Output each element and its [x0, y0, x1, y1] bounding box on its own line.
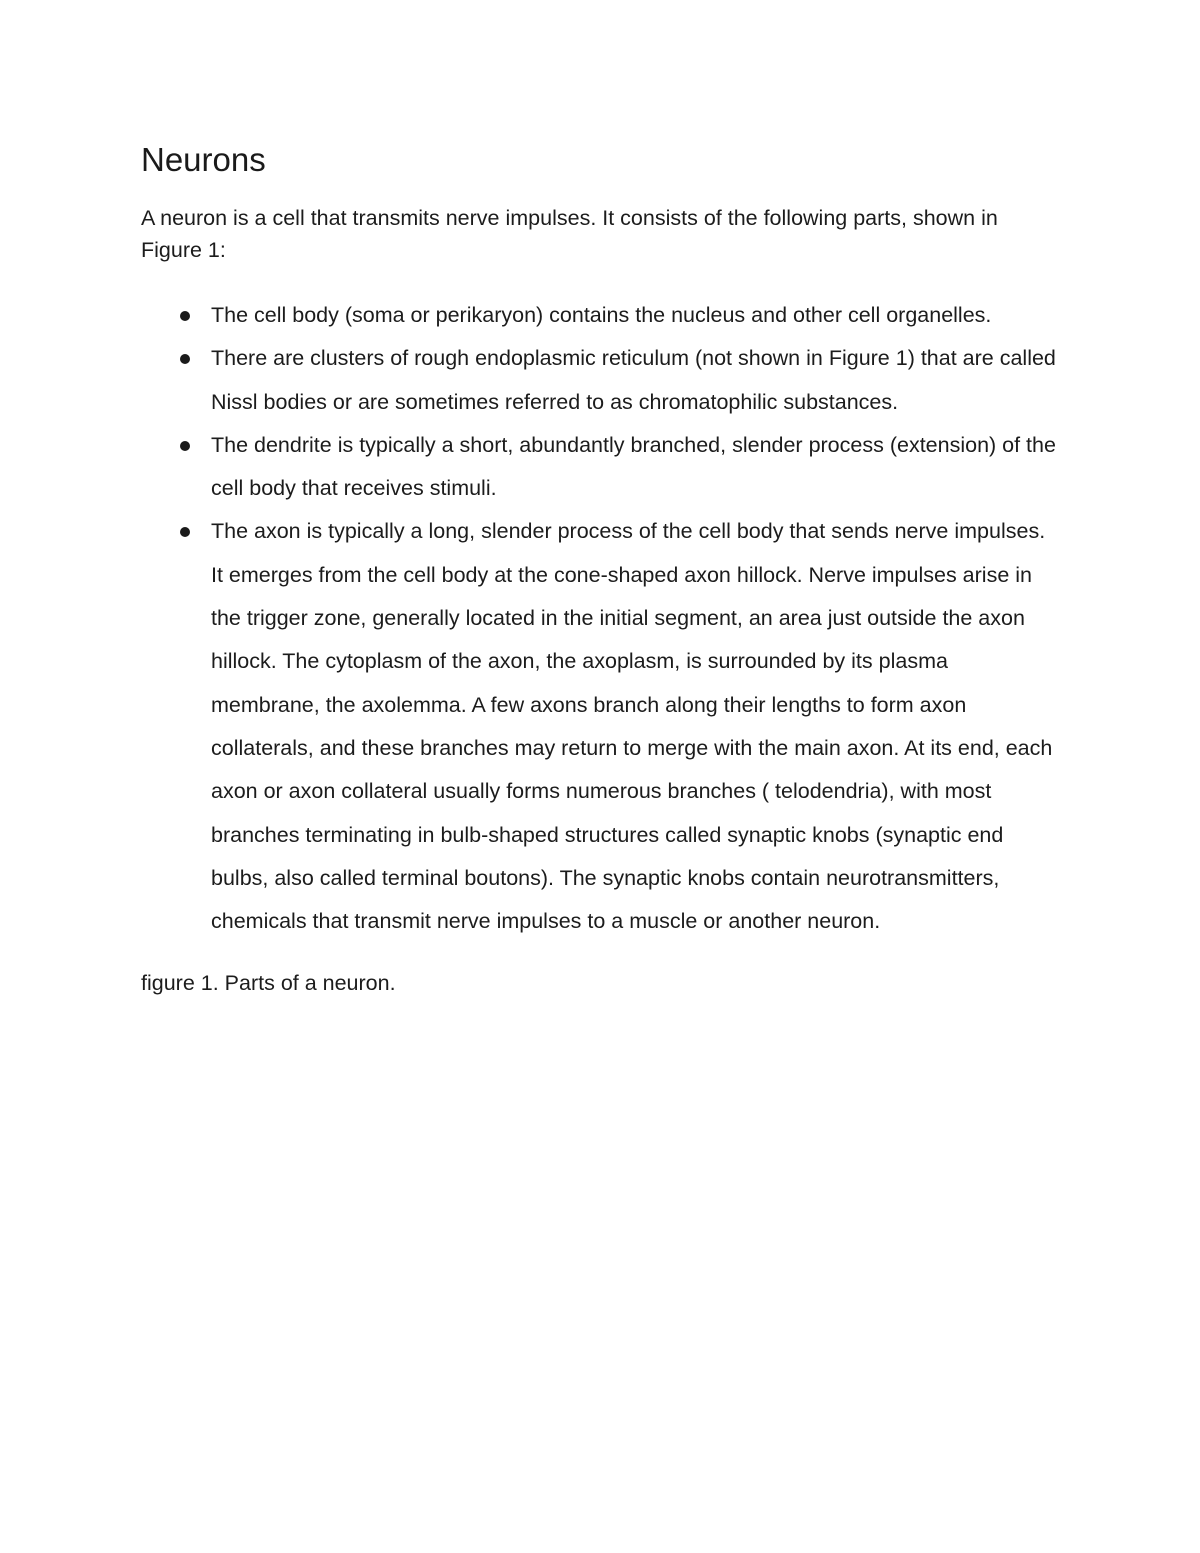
bullet-icon — [180, 441, 190, 451]
figure-caption: figure 1. Parts of a neuron. — [141, 971, 396, 996]
document-content — [141, 138, 1071, 999]
list-item-text: The dendrite is typically a short, abundantly branched, slender process (extension) of the cell body that receives stimuli. — [211, 432, 1056, 501]
list-item-text: The axon is typically a long, slender process of the cell body that sends nerve impulses. It emerges from the cell body at the cone-shaped axon hillock. Nerve impulses arise in the trigger zone, generally located in the initial segment, an area just outside the axon hillock. The cytoplasm of the axon, the axoplasm, is surrounded by its plasma membrane, the axolemma. A few axons branch along their lengths to form axon collaterals, and these branches may return to merge with the main axon. At its end, each axon or axon collateral usually forms numerous branches ( telodendria), with most branches terminating in bulb-shaped structures called synaptic knobs (synaptic end bulbs, also called terminal boutons). The synaptic knobs contain neurotransmitters, chemicals that transmit nerve impulses to a muscle or another neuron. — [211, 519, 1053, 934]
intro-paragraph: A neuron is a cell that transmits nerve impulses. It consists of the following parts, shown in Figure 1: — [141, 206, 998, 262]
parts-list — [141, 294, 1071, 943]
bullet-icon — [180, 354, 190, 364]
list-item-text: There are clusters of rough endoplasmic reticulum (not shown in Figure 1) that are called Nissl bodies or are sometimes referred to as chromatophilic substances. — [211, 346, 1056, 414]
page-title: Neurons — [141, 141, 266, 178]
bullet-icon — [180, 311, 190, 321]
list-item — [141, 510, 1056, 943]
list-item — [141, 424, 1056, 511]
list-item — [141, 337, 1056, 424]
list-item — [141, 294, 1056, 337]
list-item-text: The cell body (soma or perikaryon) contains the nucleus and other cell organelles. — [211, 303, 992, 327]
bullet-icon — [180, 527, 190, 537]
